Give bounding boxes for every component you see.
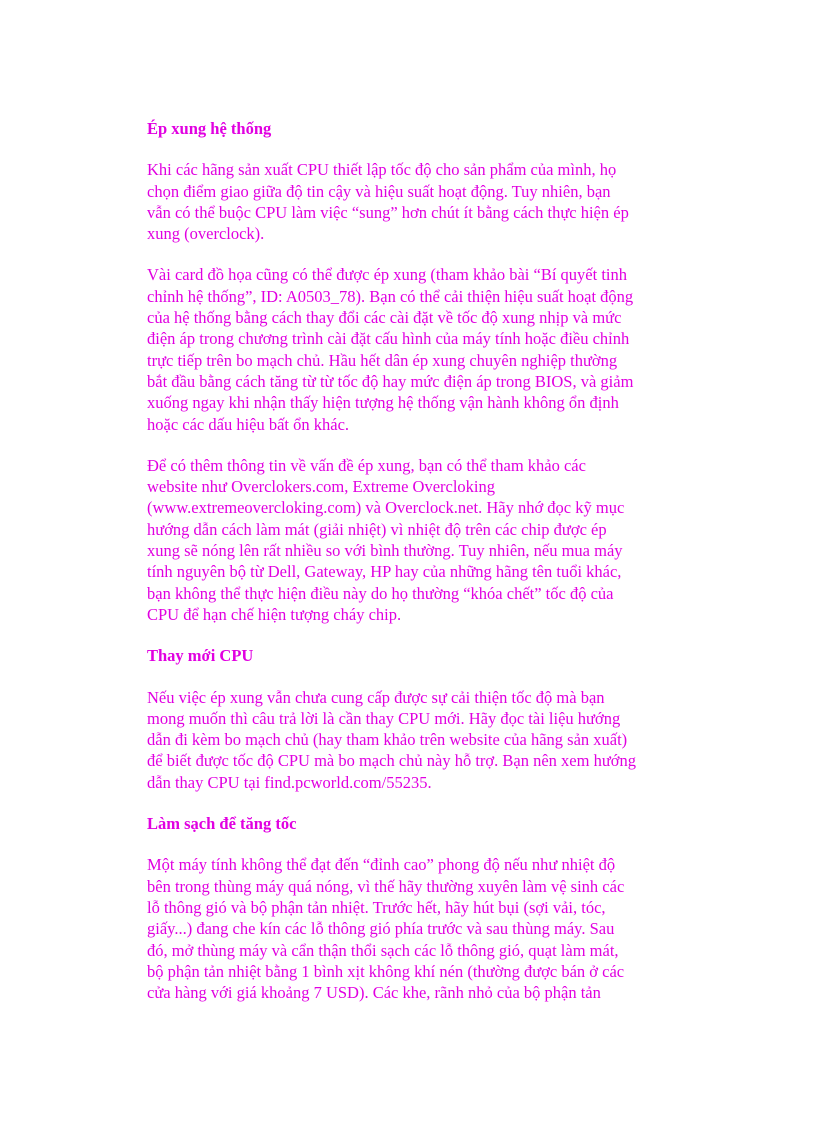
- paragraph: Khi các hãng sản xuất CPU thiết lập tốc độ cho sản phẩm của mình, họ chọn điểm giao giữa độ tin cậy và hiệu suất hoạt động. Tuy nhiên, bạn vẫn có thể buộc CPU làm việc “sung” hơn chút ít bằng cách thực hiện ép xung (overclock).: [147, 160, 629, 244]
- section-heading-replace-cpu: Thay mới CPU: [147, 646, 254, 666]
- paragraph: Một máy tính không thể đạt đến “đỉnh cao” phong độ nếu như nhiệt độ bên trong thùng máy quá nóng, vì thế hãy thường xuyên làm vệ sinh các lỗ thông gió và bộ phận tản nhiệt. Trước hết, hãy hút bụi (sợi vải, tóc, giấy...) đang che kín các lỗ thông gió phía trước và sau thùng máy. Sau đó, mở thùng máy và cẩn thận thổi sạch các lỗ thông gió, quạt làm mát, bộ phận tản nhiệt bằng 1 bình xịt không khí nén (thường được bán ở các cửa hàng với giá khoảng 7 USD). Các khe, rãnh nhỏ của bộ phận tản: [147, 855, 625, 1003]
- paragraph: Để có thêm thông tin về vấn đề ép xung, bạn có thể tham khảo các website như Overclokers.com, Extreme Overcloking (www.extremeovercloking.com) và Overclock.net. Hãy nhớ đọc kỹ mục hướng dẫn cách làm mát (giải nhiệt) vì nhiệt độ trên các chip được ép xung sẽ nóng lên rất nhiều so với bình thường. Tuy nhiên, nếu mua máy tính nguyên bộ từ Dell, Gateway, HP hay của những hãng tên tuổi khác, bạn không thể thực hiện điều này do họ thường “khóa chết” tốc độ của CPU để hạn chế hiện tượng cháy chip.: [147, 455, 625, 624]
- paragraph: Nếu việc ép xung vẫn chưa cung cấp được sự cải thiện tốc độ mà bạn mong muốn thì câu trả lời là cần thay CPU mới. Hãy đọc tài liệu hướng dẫn đi kèm bo mạch chủ (hay tham khảo trên website của hãng sản xuất) để biết được tốc độ CPU mà bo mạch chủ này hỗ trợ. Bạn nên xem hướng dẫn thay CPU tại find.pcworld.com/55235.: [147, 687, 637, 792]
- paragraph: Vài card đồ họa cũng có thể được ép xung (tham khảo bài “Bí quyết tinh chỉnh hệ thống”, ID: A0503_78). Bạn có thể cải thiện hiệu suất hoạt động của hệ thống bằng cách thay đổi các cài đặt về tốc độ xung nhịp và mức điện áp trong chương trình cài đặt cấu hình của máy tính hoặc điều chỉnh trực tiếp trên bo mạch chủ. Hầu hết dân ép xung chuyên nghiệp thường bắt đầu bằng cách tăng từ từ tốc độ hay mức điện áp trong BIOS, và giảm xuống ngay khi nhận thấy hiện tượng hệ thống vận hành không ổn định hoặc các dấu hiệu bất ổn khác.: [147, 265, 634, 434]
- section-heading-cleaning: Làm sạch để tăng tốc: [147, 814, 297, 834]
- section-heading-overclock: Ép xung hệ thống: [147, 119, 272, 138]
